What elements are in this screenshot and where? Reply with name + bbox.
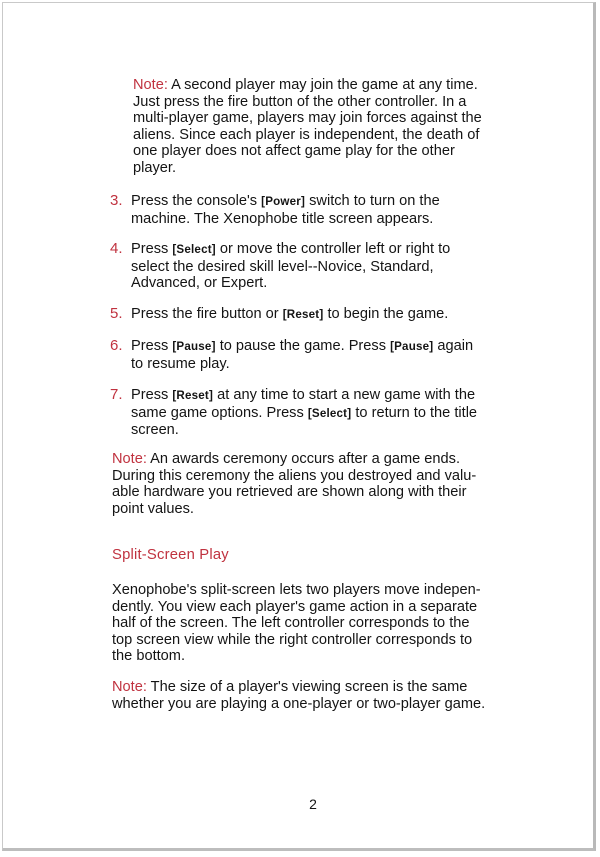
note-intro: Note: A second player may join the game at any time. Just press the fire button of the other controller. In a multi-player game, players may join forces against the aliens. Since each player is independent, the death of one player does not affect game play for the other player. bbox=[133, 77, 482, 176]
power-key: [Power] bbox=[261, 195, 306, 208]
page-number: 2 bbox=[309, 796, 317, 812]
select-key: [Select] bbox=[307, 406, 352, 420]
step-6: 6. Press [Pause] to pause the game. Press [Pause] again to resume play. bbox=[110, 337, 474, 372]
step-number: 6. bbox=[110, 337, 123, 354]
step-4: 4. Press [Select] or move the controller left or right to select the desired skill level--Novice, Standard, Advanced, or Expert. bbox=[110, 240, 451, 292]
note-label: Note: bbox=[112, 679, 147, 695]
step-number: 3. bbox=[110, 192, 123, 209]
step-number: 5. bbox=[110, 305, 123, 322]
note-label: Note: bbox=[133, 77, 168, 93]
step-5: 5. Press the fire button or [Reset] to begin the game. bbox=[110, 305, 449, 322]
section-heading: Split-Screen Play bbox=[112, 547, 229, 563]
manual-page bbox=[2, 2, 596, 851]
step-7: 7. Press [Reset] at any time to start a new game with the same game options. Press [Select] to return to the title screen. bbox=[110, 386, 478, 439]
step-number: 4. bbox=[110, 240, 123, 257]
select-key: [Select] bbox=[172, 243, 216, 256]
note-label: Note: bbox=[112, 451, 147, 467]
step-3: 3. Press the console's [Power] switch to turn on the machine. The Xenophobe title screen appears. bbox=[110, 192, 440, 227]
reset-key: [Reset] bbox=[282, 308, 324, 321]
reset-key: [Reset] bbox=[172, 389, 214, 402]
note-awards: Note: An awards ceremony occurs after a game ends. During this ceremony the aliens you destroyed and valu- able hardware you retrieved are shown along with their point values. bbox=[112, 451, 477, 517]
pause-key: [Pause] bbox=[172, 340, 216, 353]
step-number: 7. bbox=[110, 386, 123, 403]
note-screen-size: Note: The size of a player's viewing screen is the same whether you are playing a one-player or two-player game. bbox=[112, 679, 486, 712]
pause-key: [Pause] bbox=[390, 340, 434, 353]
split-screen-paragraph: Xenophobe's split-screen lets two players move indepen- dently. You view each player's game action in a separate half of the screen. The left controller corresponds to the top screen view while the right controller corresponds to the bottom. bbox=[112, 582, 481, 665]
